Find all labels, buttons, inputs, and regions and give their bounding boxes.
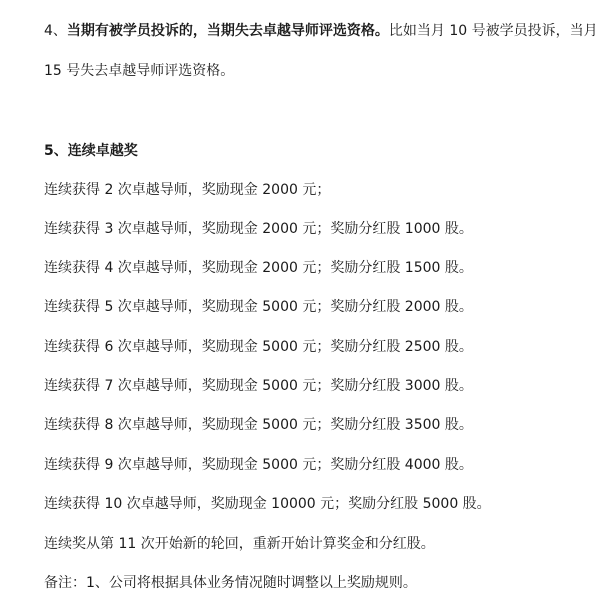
cycle-note: 连续奖从第 11 次开始新的轮回，重新开始计算奖金和分红股。	[44, 536, 435, 552]
reward-row-3: 连续获得 3 次卓越导师，奖励现金 2000 元；奖励分红股 1000 股。	[44, 221, 473, 237]
reward-row-8: 连续获得 8 次卓越导师，奖励现金 5000 元；奖励分红股 3500 股。	[44, 417, 473, 433]
reward-row-2: 连续获得 2 次卓越导师，奖励现金 2000 元；	[44, 182, 331, 198]
reward-row-6: 连续获得 6 次卓越导师，奖励现金 5000 元；奖励分红股 2500 股。	[44, 339, 473, 355]
item-4-number: 4、	[44, 23, 67, 39]
item-4-continuation: 15 号失去卓越导师评选资格。	[44, 63, 235, 79]
item-4-bold-text: 当期有被学员投诉的，当期失去卓越导师评选资格。	[66, 23, 389, 39]
item-4-line	[44, 21, 598, 41]
reward-row-7: 连续获得 7 次卓越导师，奖励现金 5000 元；奖励分红股 3000 股。	[44, 378, 473, 394]
item-4-normal-text: 比如当月 10 号被学员投诉，当月	[388, 23, 598, 39]
reward-row-5: 连续获得 5 次卓越导师，奖励现金 5000 元；奖励分红股 2000 股。	[44, 299, 473, 315]
reward-row-4: 连续获得 4 次卓越导师，奖励现金 2000 元；奖励分红股 1500 股。	[44, 260, 473, 276]
remark-line: 备注：1、公司将根据具体业务情况随时调整以上奖励规则。	[44, 575, 417, 591]
reward-row-9: 连续获得 9 次卓越导师，奖励现金 5000 元；奖励分红股 4000 股。	[44, 457, 473, 473]
section-5-heading: 5、连续卓越奖	[44, 143, 138, 159]
reward-row-10: 连续获得 10 次卓越导师，奖励现金 10000 元；奖励分红股 5000 股。	[44, 496, 491, 512]
